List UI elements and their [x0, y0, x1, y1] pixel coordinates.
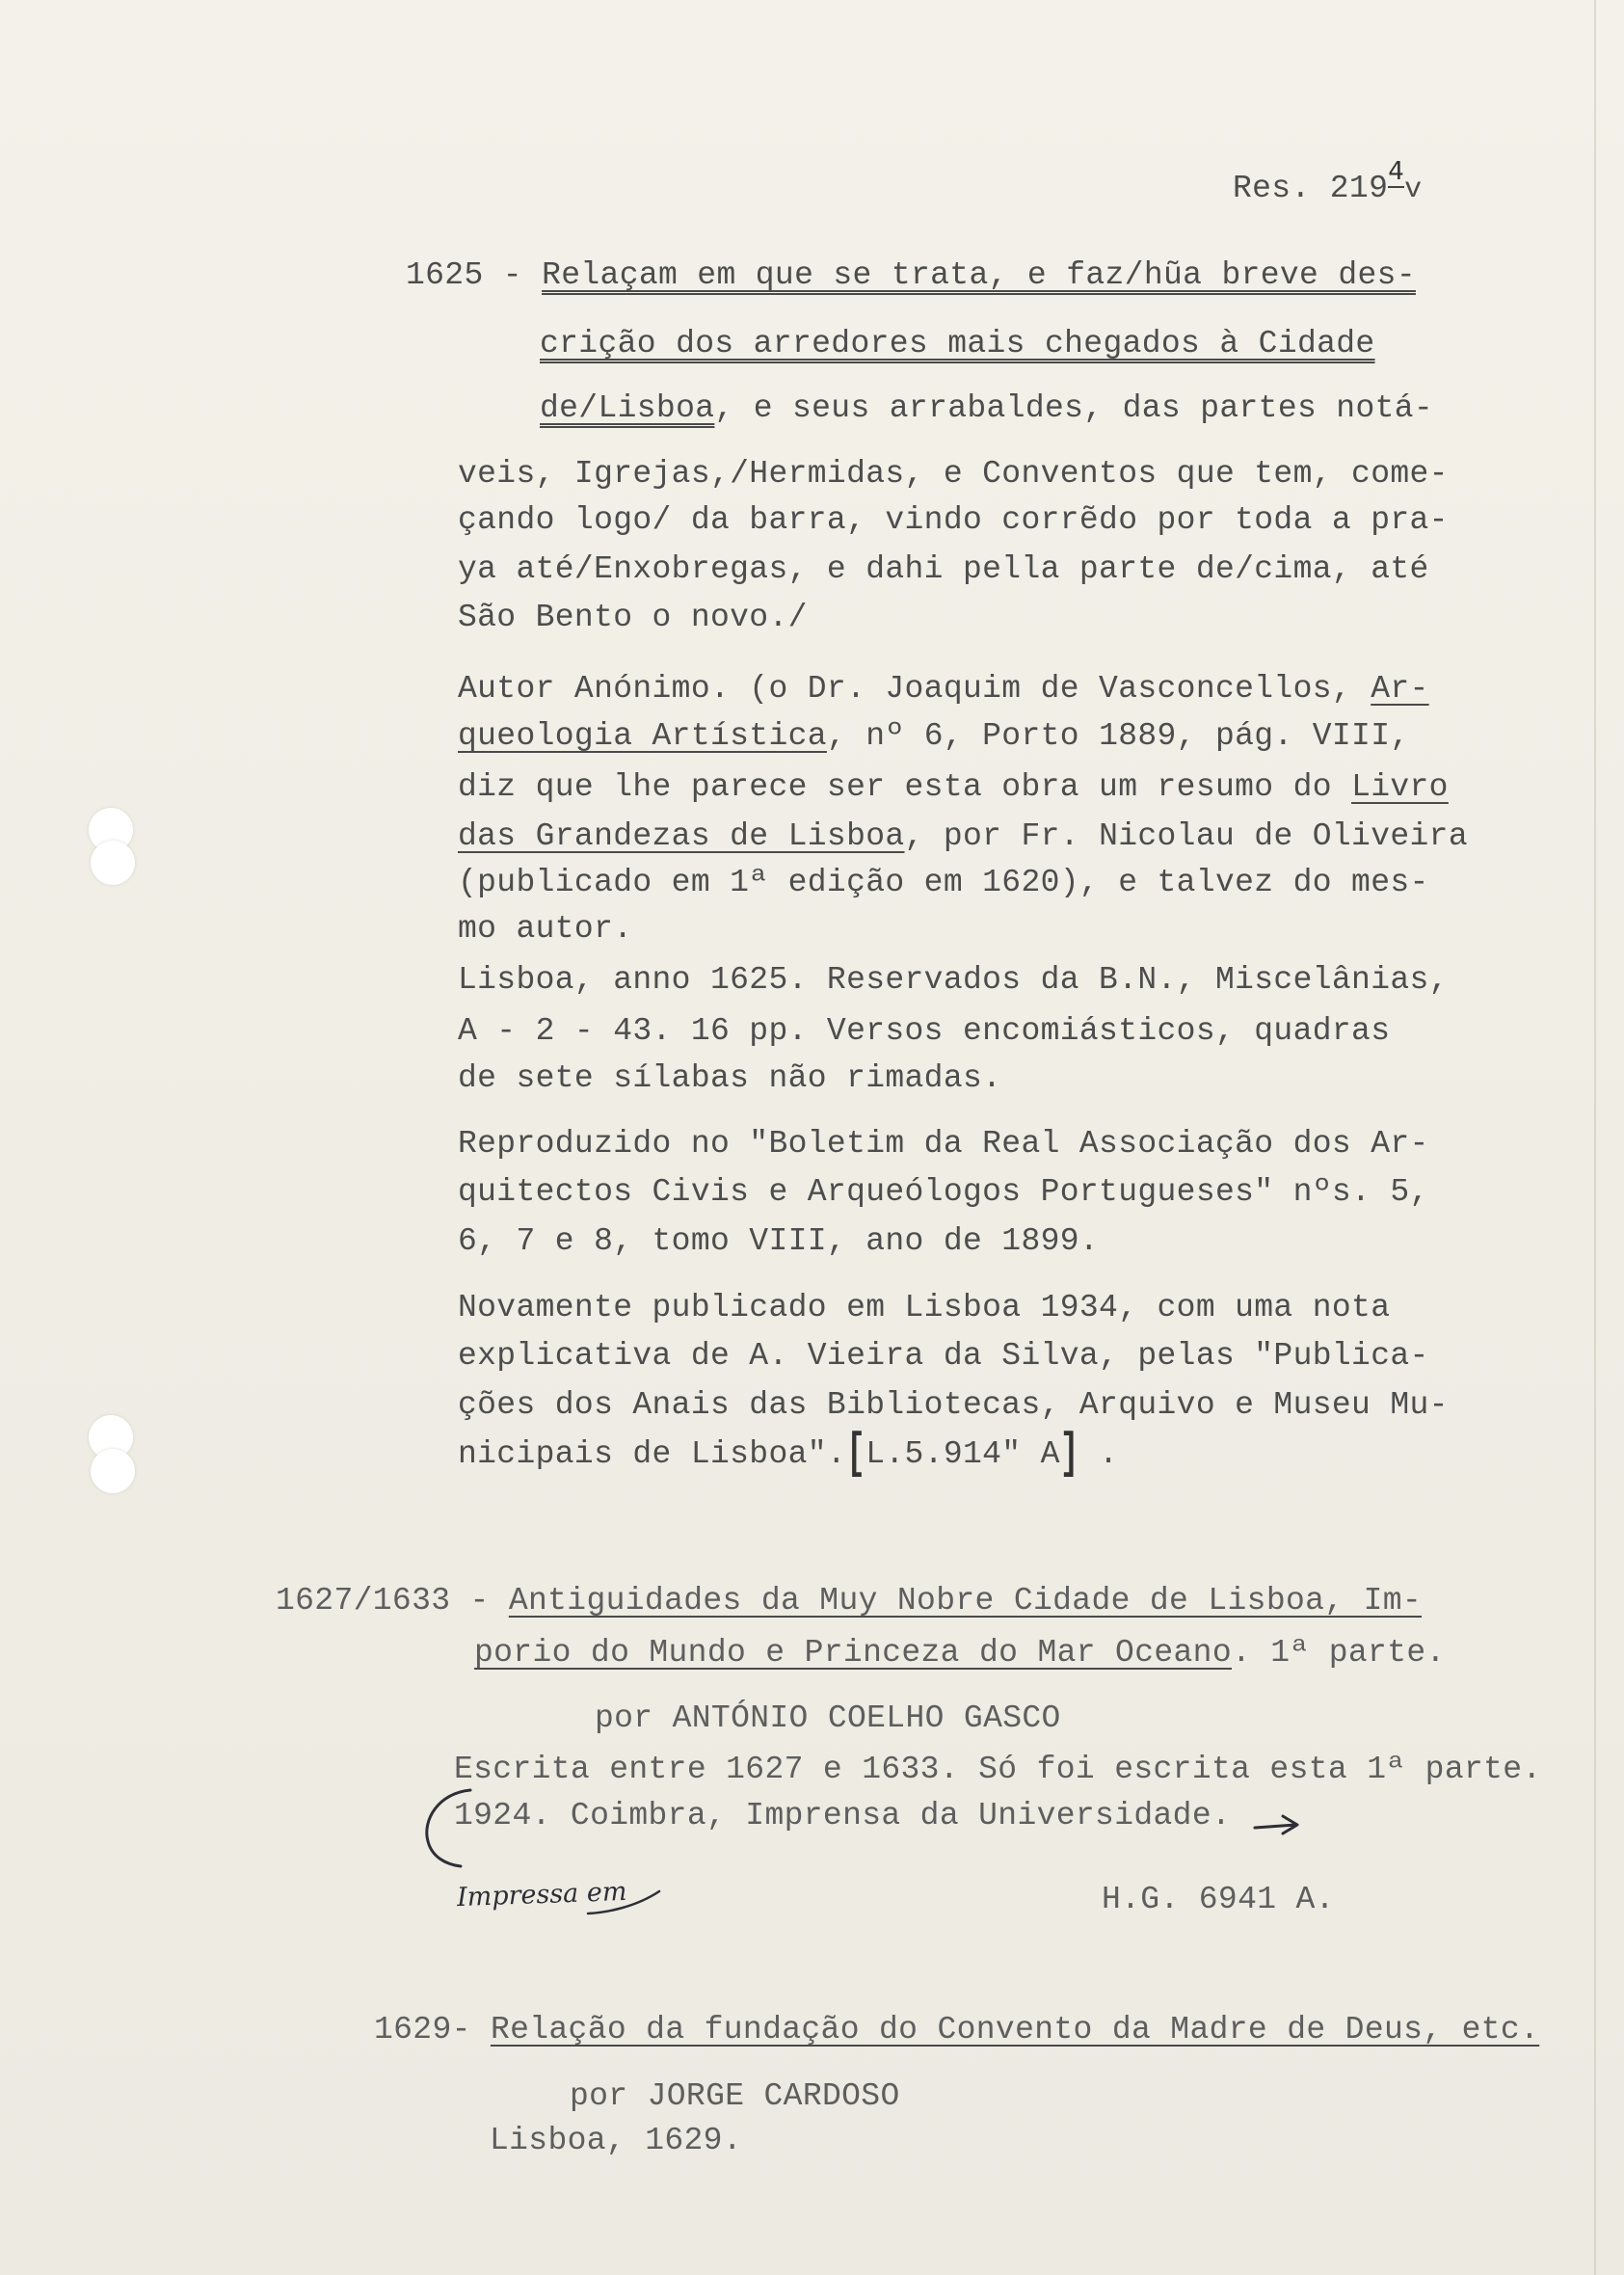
entry-1625-date: 1625 -	[406, 257, 522, 293]
entry-1625-reproduced-line: Reproduzido no "Boletim da Real Associação dos Ar-	[458, 1126, 1429, 1162]
entry-1627-title: porio do Mundo e Princeza do Mar Oceano	[474, 1635, 1232, 1671]
entry-1627-date: 1627/1633 -	[276, 1583, 490, 1619]
note-text: , nº 6, Porto 1889, pág. VIII,	[826, 718, 1410, 754]
entry-1625-note-line	[458, 817, 1468, 856]
entry-1625-republished-line: Novamente publicado em Lisboa 1934, com uma nota	[458, 1290, 1391, 1325]
paper-edge	[1594, 0, 1596, 2275]
entry-1625-text-line: veis, Igrejas,/Hermidas, e Conventos que tem, come-	[458, 456, 1449, 492]
entry-1625-title-line	[540, 389, 1433, 428]
note-cited-title: das Grandezas de Lisboa	[458, 818, 905, 854]
entry-1625-note-line: A - 2 - 43. 16 pp. Versos encomiásticos, quadras	[458, 1013, 1391, 1049]
entry-1627-written-note: Escrita entre 1627 e 1633. Só foi escrita esta 1ª parte.	[454, 1752, 1542, 1787]
entry-1625-republished-line: ções dos Anais das Bibliotecas, Arquivo e Museu Mu-	[458, 1387, 1449, 1423]
shelfmark-suffix: v	[1404, 174, 1423, 206]
entry-1625-note-line: mo autor.	[458, 911, 633, 947]
entry-1625-text-line: ya até/Enxobregas, e dahi pella parte de/cima, até	[458, 551, 1429, 587]
note-cited-title: Ar-	[1371, 671, 1429, 707]
note-text: , por Fr. Nicolau de Oliveira	[904, 818, 1468, 854]
entry-1625-title: de/Lisboa	[540, 390, 715, 426]
entry-1627-title-line	[474, 1634, 1446, 1673]
entry-1625-title: crição dos arredores mais chegados à Cidade	[540, 326, 1375, 361]
entry-1625-title: Relaçam em que se trata, e faz/hũa breve des-	[542, 257, 1416, 293]
shelfmark	[1233, 157, 1423, 209]
shelfmark-main: Res. 219	[1233, 171, 1389, 206]
entry-1629-imprint: Lisboa, 1629.	[490, 2123, 742, 2158]
entry-1625-text-line: çando logo/ da barra, vindo corrẽdo por toda a pra-	[458, 502, 1449, 538]
entry-1625-note-line: Lisboa, anno 1625. Reservados da B.N., Miscelânias,	[458, 962, 1449, 998]
entry-1629-date: 1629-	[374, 2012, 471, 2048]
entry-1627-shelfmark: H.G. 6941 A.	[1102, 1882, 1335, 1917]
note-cited-title: Livro	[1351, 769, 1449, 805]
entry-1629-title: Relação da fundação do Convento da Madre de Deus, etc.	[490, 2012, 1540, 2048]
entry-1627-author: por ANTÓNIO COELHO GASCO	[595, 1700, 1061, 1736]
library-reference: L.5.914" A	[865, 1436, 1060, 1472]
note-text: Autor Anónimo. (o Dr. Joaquim de Vasconcellos,	[458, 671, 1352, 707]
republished-text: nicipais de Lisboa".	[458, 1436, 847, 1472]
entry-1625-note-line: (publicado em 1ª edição em 1620), e talvez do mes-	[458, 865, 1429, 900]
handwritten-annotation: Impressa em	[456, 1876, 627, 1914]
entry-1627-title-tail: . 1ª parte.	[1231, 1635, 1446, 1671]
entry-1625-note-line: de sete sílabas não rimadas.	[458, 1060, 1002, 1096]
entry-1625-republished-line: explicativa de A. Vieira da Silva, pelas "Publica-	[458, 1338, 1429, 1374]
punch-hole	[91, 841, 135, 885]
entry-1625-note-line	[458, 717, 1410, 756]
entry-1627-title: Antiguidades da Muy Nobre Cidade de Lisboa, Im-	[508, 1583, 1423, 1619]
entry-1625-text-line: São Bento o novo./	[458, 600, 808, 635]
entry-1625-title-line	[406, 256, 1416, 295]
arrow-icon	[1255, 1816, 1297, 1833]
entry-1627-title-line	[276, 1582, 1422, 1620]
entry-1629-title-line	[374, 2011, 1539, 2049]
shelfmark-superscript: 4	[1388, 157, 1405, 186]
entry-1625-note-line	[458, 768, 1449, 807]
bracket-close: ]	[1059, 1426, 1079, 1482]
entry-1625-reproduced-line: 6, 7 e 8, tomo VIII, ano de 1899.	[458, 1223, 1100, 1259]
punch-hole	[91, 1449, 135, 1493]
entry-1625-title-line	[540, 325, 1375, 363]
entry-1625-title-tail: , e seus arrabaldes, das partes notá-	[714, 390, 1434, 426]
note-text: diz que lhe parece ser esta obra um resumo do	[458, 769, 1332, 805]
entry-1629-author: por JORGE CARDOSO	[570, 2078, 900, 2114]
entry-1625-note-line	[458, 670, 1429, 709]
note-cited-title: queologia Artística	[458, 718, 827, 754]
entry-1627-imprint: 1924. Coimbra, Imprensa da Universidade.	[454, 1798, 1232, 1833]
republished-end: .	[1078, 1436, 1119, 1472]
entry-1625-republished-line	[458, 1426, 1119, 1482]
bracket-open: [	[846, 1426, 866, 1482]
entry-1625-reproduced-line: quitectos Civis e Arqueólogos Portugueses" nºs. 5,	[458, 1174, 1429, 1210]
